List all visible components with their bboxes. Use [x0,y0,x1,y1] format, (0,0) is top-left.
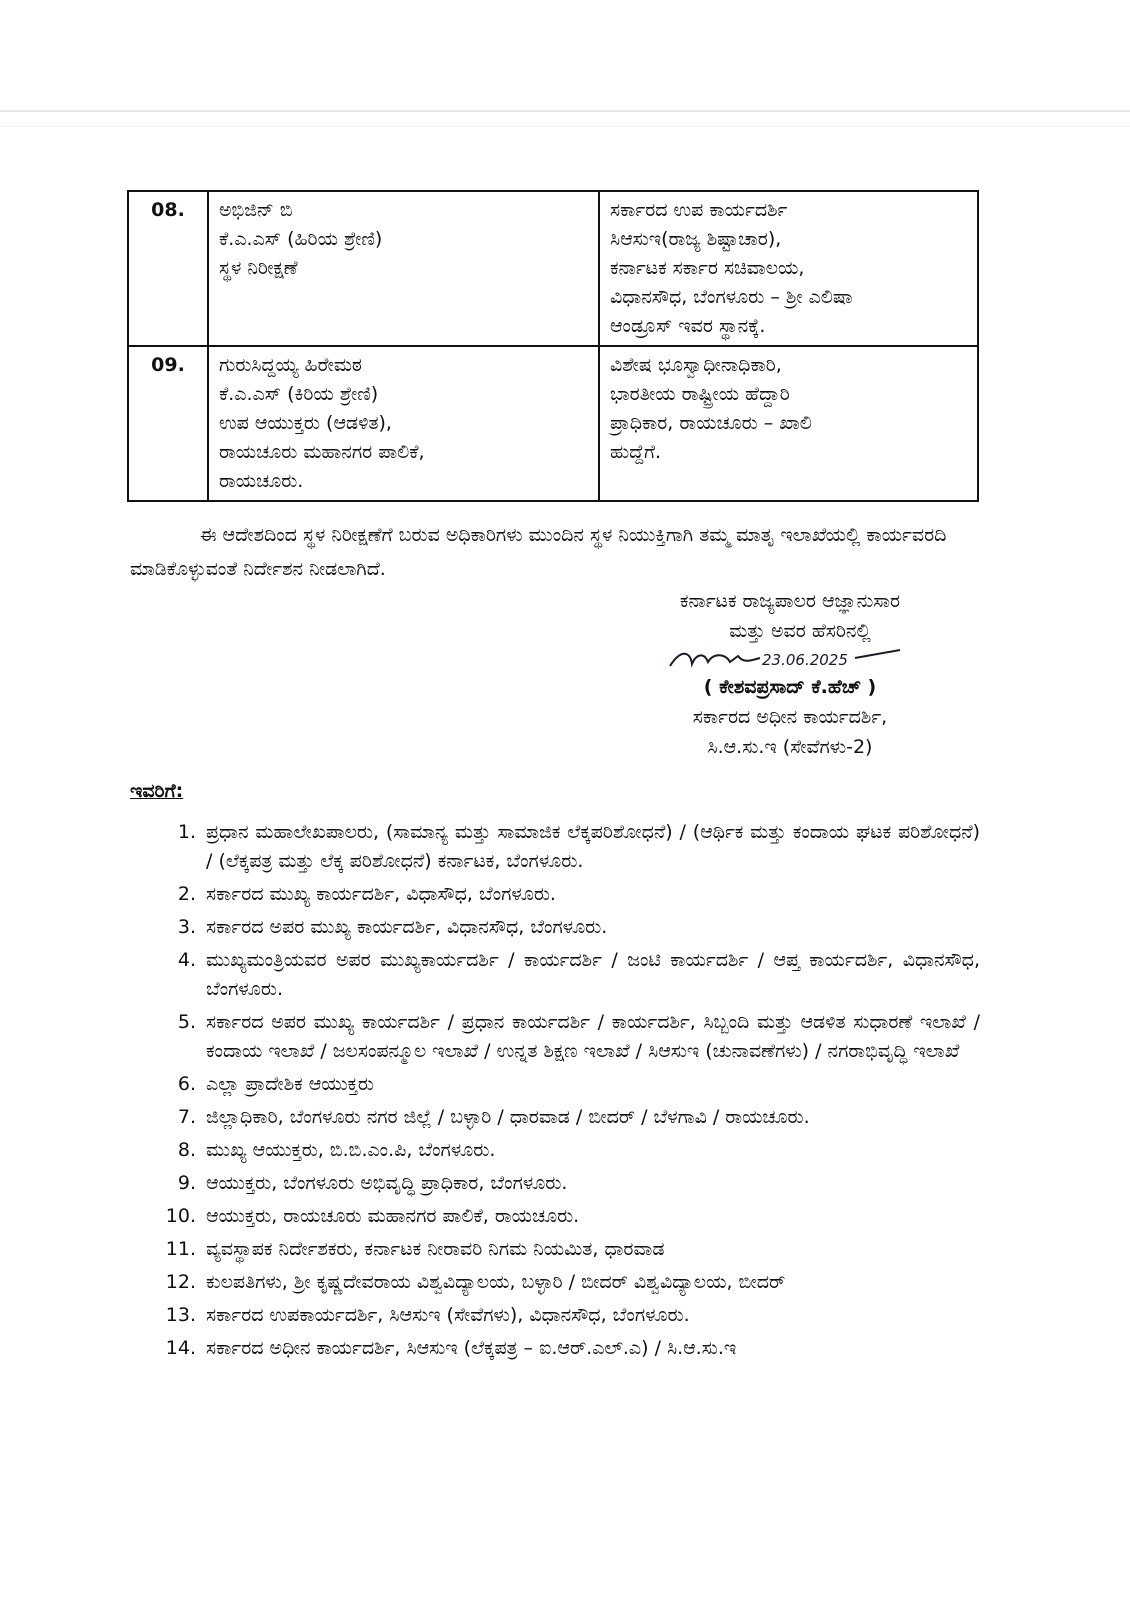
item-text: ವ್ಯವಸ್ಥಾಪಕ ನಿರ್ದೇಶಕರು, ಕರ್ನಾಟಕ ನೀರಾವರಿ ನಿಗಮ ನಿಯಮಿತ, ಧಾರವಾಡ [206,1238,665,1260]
officer-current-post: ರಾಯಚೂರು. [219,470,304,492]
item-text: ಸರ್ಕಾರದ ಅಧೀನ ಕಾರ್ಯದರ್ಶಿ, ಸಿಆಸುಇ (ಲೆಕ್ಕಪತ್ರ – ಐ.ಆರ್.ಎಲ್.ಎ) / ಸಿ.ಆ.ಸು.ಇ [206,1337,737,1359]
item-number: 5. [177,1011,196,1033]
list-item [150,1103,980,1132]
item-number: 2. [177,883,196,905]
item-text: ಸರ್ಕಾರದ ಮುಖ್ಯ ಕಾರ್ಯದರ್ಶಿ, ವಿಧಾಸೌಧ, ಬೆಂಗಳೂರು. [206,883,556,905]
item-number: 13. [165,1304,196,1326]
item-number: 1. [177,821,196,843]
item-text: ಮುಖ್ಯಮಂತ್ರಿಯವರ ಅಪರ ಮುಖ್ಯಕಾರ್ಯದರ್ಶಿ / ಕಾರ್ಯದರ್ಶಿ / ಜಂಟಿ ಕಾರ್ಯದರ್ಶಿ / ಆಪ್ತ ಕಾರ್ಯದರ್ಶಿ, ವಿಧಾನಸೌಧ, ಬೆಂಗಳೂರು. [206,949,980,1000]
signatory-name: ( ಕೇಶವಪ್ರಸಾದ್ ಕೆ.ಹೆಚ್ ) [703,676,877,698]
list-item [150,1202,980,1231]
post-line: ಪ್ರಾಧಿಕಾರ, ರಾಯಚೂರು – ಖಾಲಿ [610,412,812,434]
officer-current-post: ರಾಯಚೂರು ಮಹಾನಗರ ಪಾಲಿಕೆ, [219,441,425,463]
recipients-heading: ಇವರಿಗೆ: [130,780,184,802]
item-number: 12. [165,1271,196,1293]
officer-name-cell [208,191,599,346]
list-item [150,880,980,909]
recipients-list [150,818,980,1367]
officer-current-post: ಸ್ಥಳ ನಿರೀಕ್ಷಣೆ [219,257,298,279]
list-item [150,913,980,942]
item-number: 4. [177,949,196,971]
list-item [150,1268,980,1297]
officer-name: ಗುರುಸಿದ್ದಯ್ಯ ಹಿರೇಮಠ [219,354,362,376]
post-line: ಆಂಡ್ರೂಸ್ ಇವರ ಸ್ಥಾನಕ್ಕೆ. [610,315,766,337]
item-text: ಮುಖ್ಯ ಆಯುಕ್ತರು, ಬಿ.ಬಿ.ಎಂ.ಪಿ, ಬೆಂಗಳೂರು. [206,1139,496,1161]
list-item [150,1301,980,1330]
post-line: ಕರ್ನಾಟಕ ಸರ್ಕಾರ ಸಚಿವಾಲಯ, [610,257,805,279]
signatory-department: ಸಿ.ಆ.ಸು.ಇ (ಸೇವೆಗಳು-2) [707,736,873,758]
item-number: 10. [165,1205,196,1227]
row-number: 09. [128,346,208,501]
list-item [150,946,980,1004]
list-item [150,1070,980,1099]
item-number: 7. [177,1106,196,1128]
post-line: ಹುದ್ದೆಗೆ. [610,441,662,463]
signature-block [600,586,980,762]
item-number: 8. [177,1139,196,1161]
item-number: 6. [177,1073,196,1095]
item-text: ಪ್ರಧಾನ ಮಹಾಲೇಖಪಾಲರು, (ಸಾಮಾನ್ಯ ಮತ್ತು ಸಾಮಾಜಿಕ ಲೆಕ್ಕಪರಿಶೋಧನೆ) / (ಆರ್ಥಿಕ ಮತ್ತು ಕಂದಾಯ ಘಟಕ ಪರಿಶೋಧನೆ) / (ಲೆಕ್ಕಪತ್ರ ಮತ್ತು ಲೆಕ್ಕ ಪರಿಶೋಧನೆ) ಕರ್ನಾಟಕ, ಬೆಂಗಳೂರು. [206,821,980,872]
officer-name: ಅಭಿಜಿನ್ ಬಿ [219,199,293,221]
table-row [128,191,978,346]
table-row [128,346,978,501]
posted-to-cell [599,191,978,346]
handwritten-signature-icon [630,646,930,672]
item-number: 11. [165,1238,196,1260]
item-text: ಎಲ್ಲಾ ಪ್ರಾದೇಶಿಕ ಆಯುಕ್ತರು [206,1073,374,1095]
post-line: ವಿಶೇಷ ಭೂಸ್ವಾಧೀನಾಧಿಕಾರಿ, [610,354,782,376]
item-text: ಸರ್ಕಾರದ ಉಪಕಾರ್ಯದರ್ಶಿ, ಸಿಆಸುಇ (ಸೇವೆಗಳು), ವಿಧಾನಸೌಧ, ಬೆಂಗಳೂರು. [206,1304,690,1326]
scan-edge-line [0,126,1130,127]
item-text: ಸರ್ಕಾರದ ಅಪರ ಮುಖ್ಯ ಕಾರ್ಯದರ್ಶಿ, ವಿಧಾನಸೌಧ, ಬೆಂಗಳೂರು. [206,916,608,938]
post-line: ವಿಧಾನಸೌಧ, ಬೆಂಗಳೂರು – ಶ್ರೀ ಎಲಿಷಾ [610,286,853,308]
posting-table [127,190,979,502]
item-text: ಸರ್ಕಾರದ ಅಪರ ಮುಖ್ಯ ಕಾರ್ಯದರ್ಶಿ / ಪ್ರಧಾನ ಕಾರ್ಯದರ್ಶಿ / ಕಾರ್ಯದರ್ಶಿ, ಸಿಬ್ಬಂದಿ ಮತ್ತು ಆಡಳಿತ ಸುಧಾರಣೆ ಇಲಾಖೆ / ಕಂದಾಯ ಇಲಾಖೆ / ಜಲಸಂಪನ್ಮೂಲ ಇಲಾಖೆ / ಉನ್ನತ ಶಿಕ್ಷಣ ಇಲಾಖೆ / ಸಿಆಸುಇ (ಚುನಾವಣೆಗಳು) / ನಗರಾಭಿವೃದ್ಧಿ ಇಲಾಖೆ [206,1011,980,1062]
officer-cadre: ಕೆ.ಎ.ಎಸ್ (ಹಿರಿಯ ಶ್ರೇಣಿ) [219,228,383,250]
officer-name-cell [208,346,599,501]
post-line: ಸಿಆಸುಇ(ರಾಜ್ಯ ಶಿಷ್ಟಾಚಾರ), [610,228,782,250]
posted-to-cell [599,346,978,501]
signature-line: ಮತ್ತು ಅವರ ಹೆಸರಿನಲ್ಲಿ [729,620,871,642]
signature-date: 23.06.2025 [762,651,848,669]
signatory-designation: ಸರ್ಕಾರದ ಅಧೀನ ಕಾರ್ಯದರ್ಶಿ, [692,706,888,728]
officer-current-post: ಉಪ ಆಯುಕ್ತರು (ಆಡಳಿತ), [219,412,392,434]
order-paragraph: ಈ ಆದೇಶದಿಂದ ಸ್ಥಳ ನಿರೀಕ್ಷಣೆಗೆ ಬರುವ ಅಧಿಕಾರಿಗಳು ಮುಂದಿನ ಸ್ಥಳ ನಿಯುಕ್ತಿಗಾಗಿ ತಮ್ಮ ಮಾತೃ ಇಲಾಖೆಯಲ್ಲಿ ಕಾರ್ಯವರದಿ ಮಾಡಿಕೊಳ್ಳುವಂತೆ ನಿರ್ದೇಶನ ನೀಡಲಾಗಿದೆ. [130,524,947,580]
list-item [150,1136,980,1165]
item-number: 3. [177,916,196,938]
list-item [150,818,980,876]
item-text: ಜಿಲ್ಲಾಧಿಕಾರಿ, ಬೆಂಗಳೂರು ನಗರ ಜಿಲ್ಲೆ / ಬಳ್ಳಾರಿ / ಧಾರವಾಡ / ಬೀದರ್ / ಬೆಳಗಾವಿ / ರಾಯಚೂರು. [206,1106,810,1128]
row-number: 08. [128,191,208,346]
list-item [150,1008,980,1066]
item-text: ಕುಲಪತಿಗಳು, ಶ್ರೀ ಕೃಷ್ಣದೇವರಾಯ ವಿಶ್ವವಿದ್ಯಾಲಯ, ಬಳ್ಳಾರಿ / ಬೀದರ್ ವಿಶ್ವವಿದ್ಯಾಲಯ, ಬೀದರ್ [206,1271,786,1293]
post-line: ಸರ್ಕಾರದ ಉಪ ಕಾರ್ಯದರ್ಶಿ [610,199,788,221]
item-number: 14. [165,1337,196,1359]
scan-edge-line [0,110,1130,112]
item-text: ಆಯುಕ್ತರು, ಬೆಂಗಳೂರು ಅಭಿವೃದ್ಧಿ ಪ್ರಾಧಿಕಾರ, ಬೆಂಗಳೂರು. [206,1172,568,1194]
officer-cadre: ಕೆ.ಎ.ಎಸ್ (ಕಿರಿಯ ಶ್ರೇಣಿ) [219,383,379,405]
list-item [150,1334,980,1363]
list-item [150,1235,980,1264]
item-number: 9. [177,1172,196,1194]
post-line: ಭಾರತೀಯ ರಾಷ್ಟ್ರೀಯ ಹೆದ್ದಾರಿ [610,383,790,405]
item-text: ಆಯುಕ್ತರು, ರಾಯಚೂರು ಮಹಾನಗರ ಪಾಲಿಕೆ, ರಾಯಚೂರು. [206,1205,580,1227]
signature-line: ಕರ್ನಾಟಕ ರಾಜ್ಯಪಾಲರ ಆಜ್ಞಾನುಸಾರ [679,590,901,612]
list-item [150,1169,980,1198]
